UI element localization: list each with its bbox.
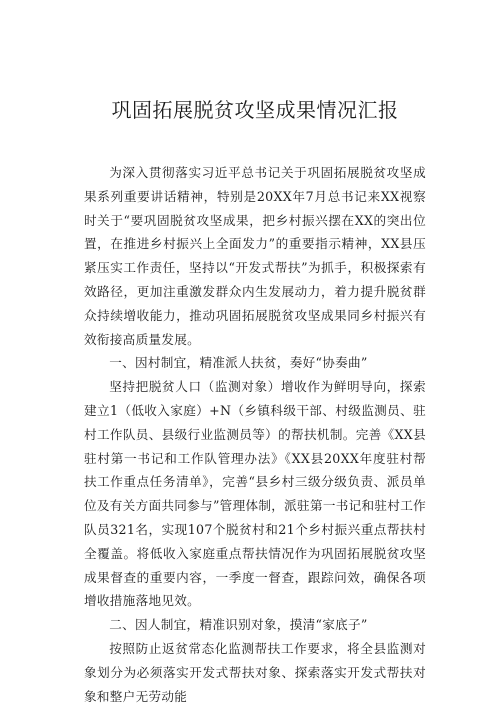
intro-paragraph: 为深入贯彻落实习近平总书记关于巩固拓展脱贫攻坚成果系列重要讲话精神，特别是20XX年7月总书记来XX视察时关于“要巩固脱贫攻坚成果，把乡村振兴摆在XX的突出位置，在推进乡村振兴上全面发力”的重要指示精神，XX县压紧压实工作责任，坚持以“开发式帮扶”为抓手，积极探索有效路径，更加注重激发群众内生发展动力，着力提升脱贫群众持续增收能力，推动巩固拓展脱贫攻坚成果同乡村振兴有效衔接高质量发展。 (84, 165, 426, 347)
section-2-paragraph: 按照防止返贫常态化监测帮扶工作要求，将全县监测对象划分为必须落实开发式帮扶对象、探索落实开发式帮扶对象和整户无劳动能 (84, 640, 426, 704)
document-title: 巩固拓展脱贫攻坚成果情况汇报 (111, 98, 399, 122)
section-1-paragraph: 坚持把脱贫人口（监测对象）增收作为鲜明导向，探索建立1（低收入家庭）+N（乡镇科级干部、村级监测员、驻村工作队员、县级行业监测员等）的帮扶机制。完善《XX县驻村第一书记和工作队管理办法》《XX县20XX年度驻村帮扶工作重点任务清单》，完善“县乡村三级分级负责、派员单位及有关方面共同参与”管理体制，派驻第一书记和驻村工作队员321名，实现107个脱贫村和21个乡村振兴重点帮扶村全覆盖。将低收入家庭重点帮扶情况作为巩固拓展脱贫攻坚成果督查的重要内容，一季度一督查，跟踪问效，确保各项增收措施落地见效。 (84, 379, 426, 609)
section-heading-2: 二、因人制宜，精准识别对象，摸清“家底子” (109, 617, 368, 633)
section-heading-1: 一、因村制宜，精准派人扶贫，奏好“协奏曲” (109, 355, 368, 371)
